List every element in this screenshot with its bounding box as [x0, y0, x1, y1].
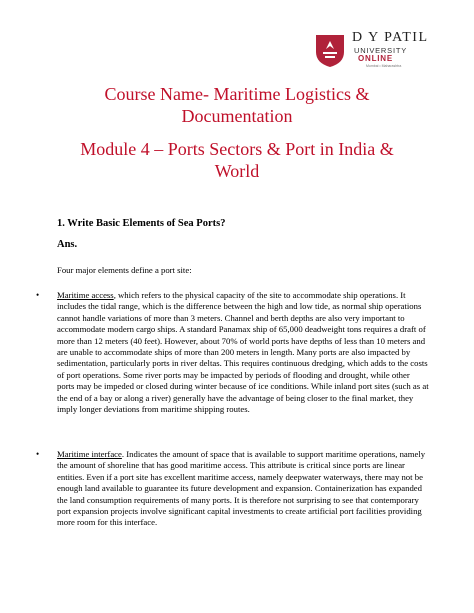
logo-name: D Y PATIL: [352, 30, 429, 45]
course-title: Course Name- Maritime Logistics & Documentation: [104, 84, 370, 126]
element-paragraph: [57, 290, 429, 415]
element-text: . Indicates the amount of space that is available to support maritime operations, namely the amount of shoreline that has good maritime access. This attribute is critical since ports are linear entities. Even if a port site has excellent maritime access, namely deepwater waterways, there may not be enough land available to guarantee its future development and expansion. Containerization has expanded the land consumption requirements of many ports. It is therefore not surprising to see that contemporary port expansion projects involve significant capital investments to create artificial port facilities providing more room for this interface.: [57, 449, 426, 528]
logo-tagline: Mumbai • Maharashtra: [366, 64, 402, 68]
logo-online: ONLINE: [358, 54, 394, 63]
question-heading: 1. Write Basic Elements of Sea Ports?: [57, 218, 226, 229]
module-title: Module 4 – Ports Sectors & Port in India & World: [80, 139, 394, 181]
logo-university: UNIVERSITY: [354, 46, 408, 55]
university-logo: [314, 30, 446, 70]
element-paragraph: [57, 449, 429, 529]
element-text: , which refers to the physical capacity of the site to accommodate ship operations. It includes the tidal range, which is the difference between the high and low tide, as normal ship operations cannot handle variations of more than 3 meters. Channel and berth depths are also very important to accommodate modern cargo ships. A standard Panamax ship of 65,000 deadweight tons requires a draft of more than 12 meters (40 feet). However, about 70% of world ports have depths of less than 10 meters and are unable to accommodate ships of more than 200 meters in length. Many ports are also impacted by sedimentation, particularly ports in river deltas. This requires continuous dredging, which adds to the costs of port operations. Some river ports may be impacted by periods of flooding and drought, while other ports may be impeded or closed during winter because of ice conditions. While inland port sites (such as at the end of a bay or along a river) generally have the advantage of being closer to the final market, they imply longer deviations from maritime shipping routes.: [57, 290, 429, 415]
element-term: Maritime interface: [57, 449, 122, 459]
answer-label: Ans.: [57, 239, 78, 250]
element-term: Maritime access: [57, 290, 114, 300]
shield-emblem-icon: [314, 32, 346, 68]
bullet-marker: •: [36, 449, 40, 459]
bullet-marker: •: [36, 290, 40, 300]
intro-text: Four major elements define a port site:: [57, 265, 192, 275]
